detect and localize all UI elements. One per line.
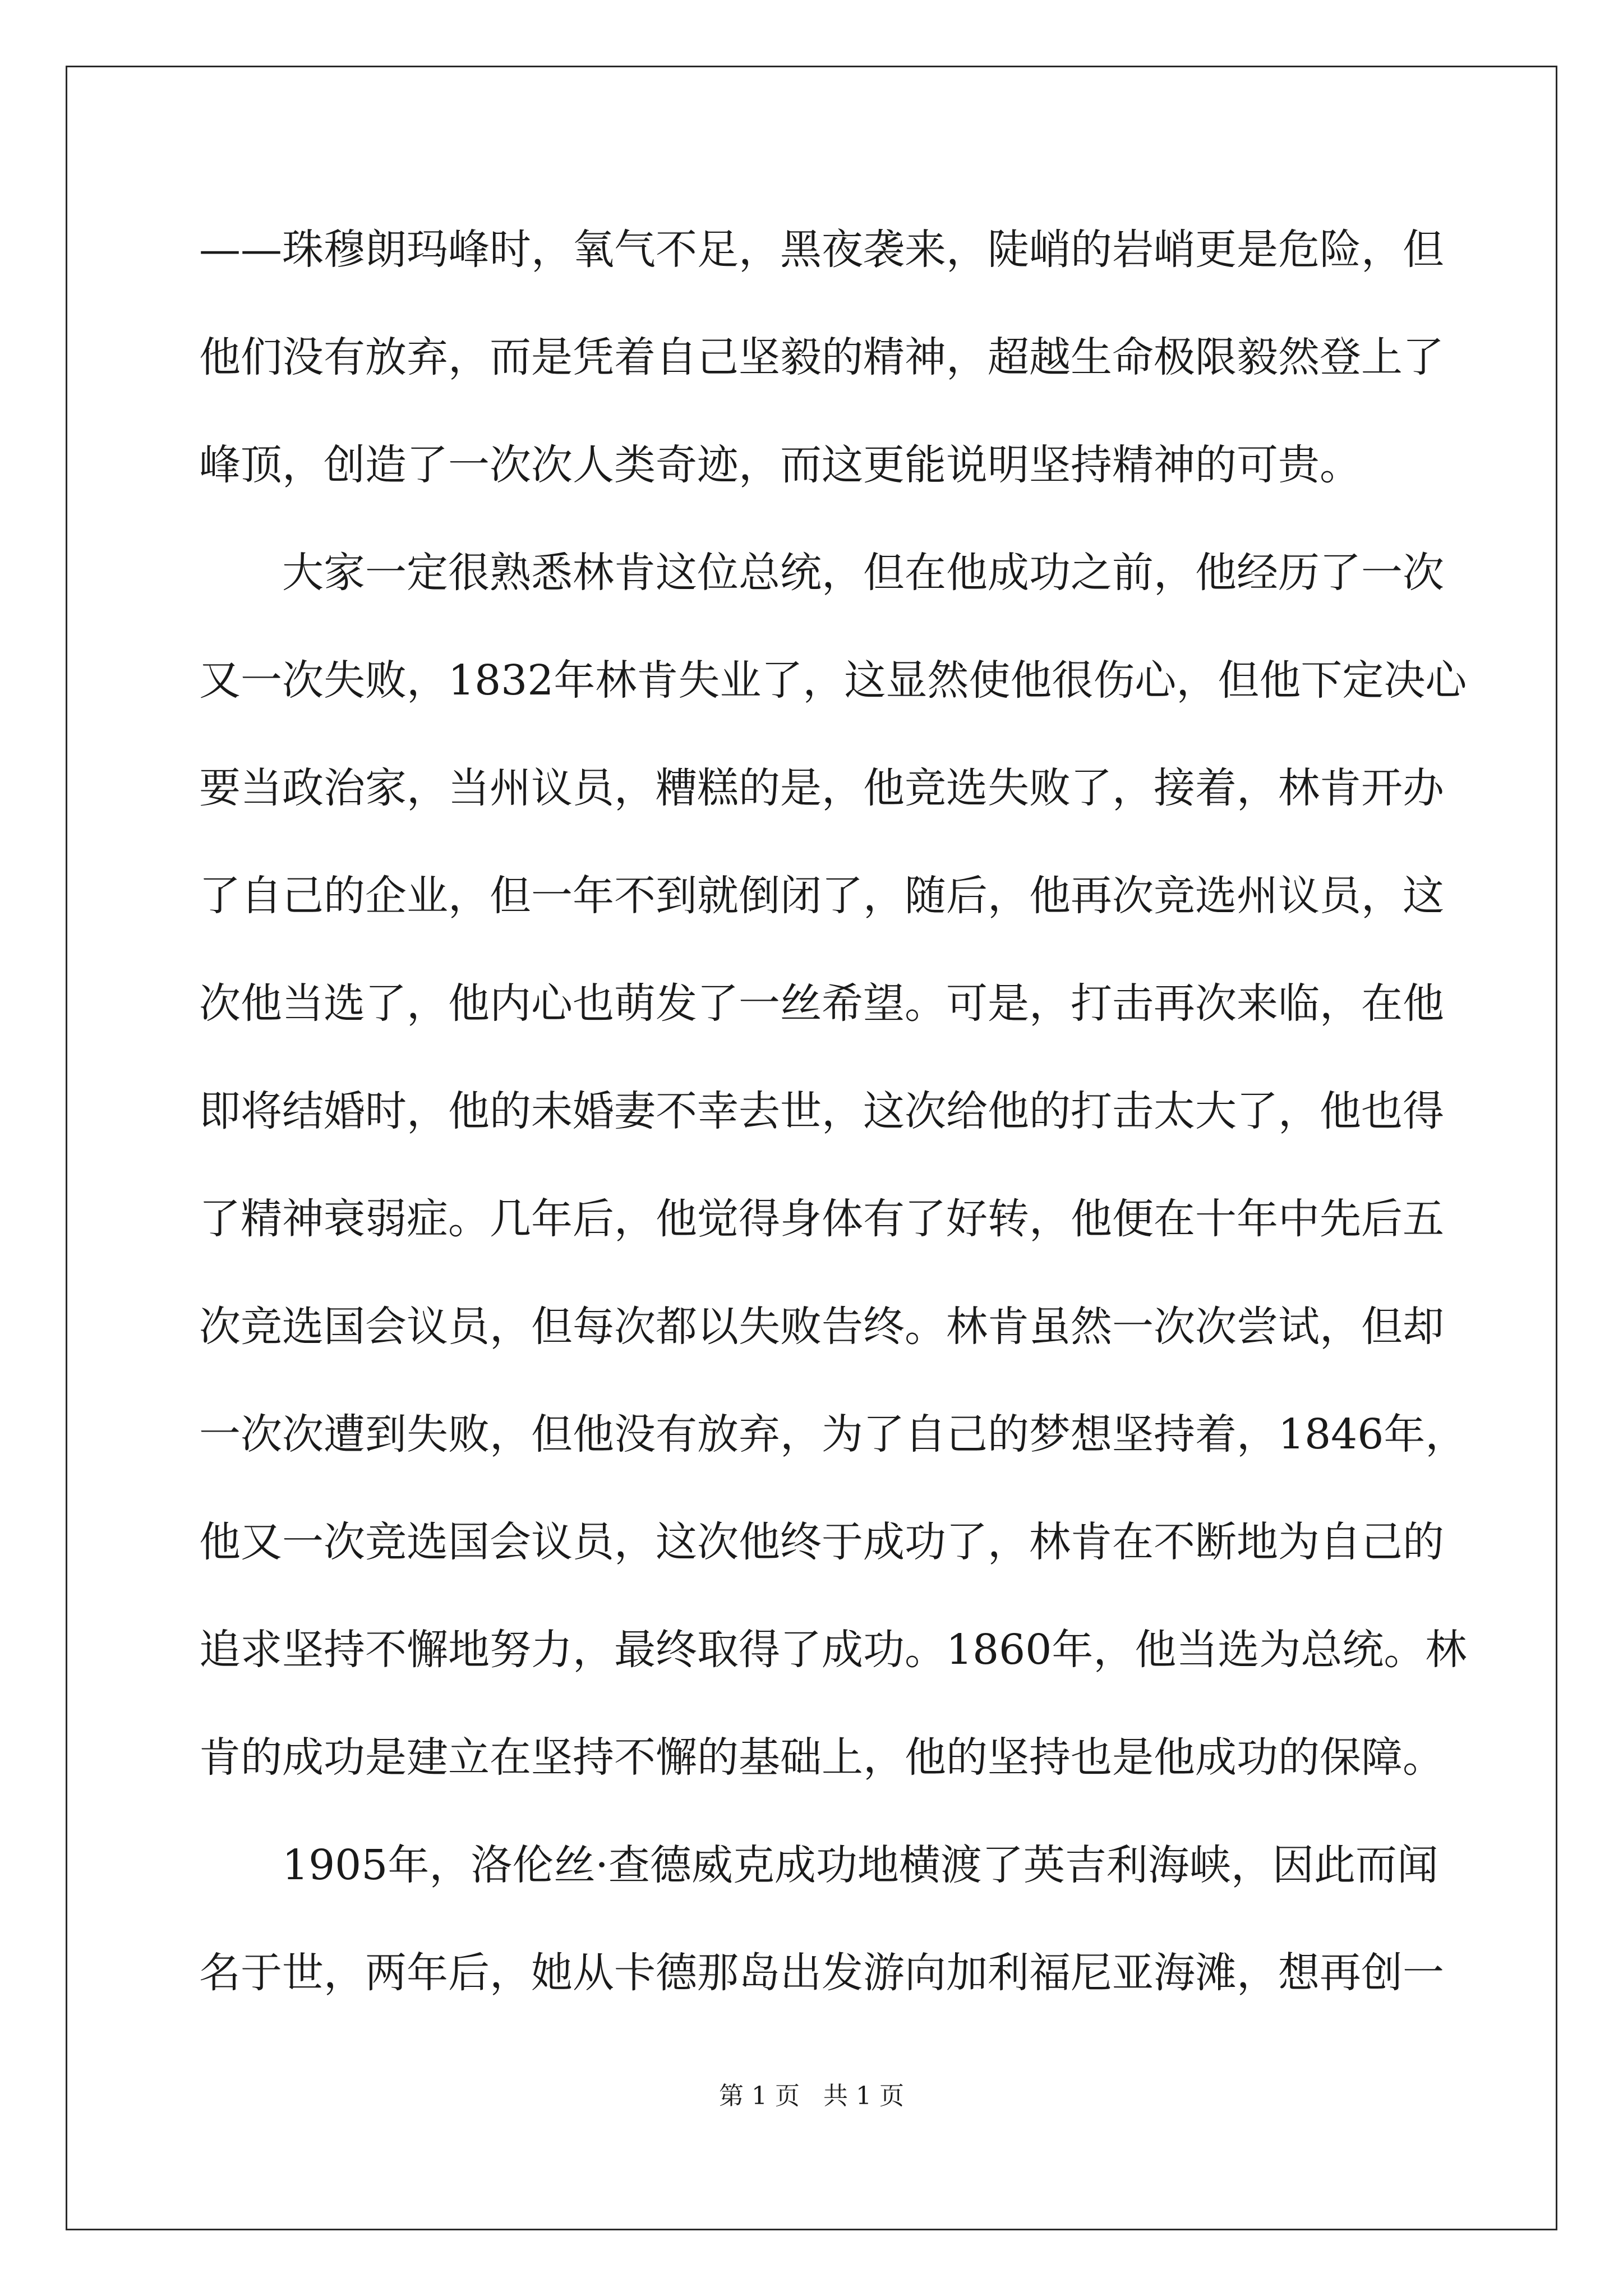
text-line: 要 当 政 治 家 ， 当 州 议 员 ， 糟 糕 的 是 ， 他 竞 选 失 败 了 ， 接 着 ， 林 肯 开 办 (199, 764, 1444, 812)
text-line: 1905 年 ， 洛 伦 丝 · 查 德 威 克 成 功 地 横 渡 了 英 吉 利 海 峡 ， 因 此 而 闻 (282, 1841, 1438, 1889)
text-line: — — 珠 穆 朗 玛 峰 时 ， 氧 气 不 足 ， 黑 夜 袭 来 ， 陡 峭 的 岩 峭 更 是 危 险 ， 但 (199, 226, 1444, 274)
document-body (199, 216, 1467, 2047)
text-line: 峰顶，创造了一次次人类奇迹，而这更能说明坚持精神的可贵。 (199, 441, 1361, 489)
text-line: 又 一 次 失 败 ， 1832 年 林 肯 失 业 了 ， 这 显 然 使 他 很 伤 心 ， 但 他 下 定 决 心 (199, 656, 1467, 705)
text-line: 名 于 世 ， 两 年 后 ， 她 从 卡 德 那 岛 出 发 游 向 加 利 福 尼 亚 海 滩 ， 想 再 创 一 (199, 1949, 1444, 1997)
text-line: 他 又 一 次 竞 选 国 会 议 员 ， 这 次 他 终 于 成 功 了 ， 林 肯 在 不 断 地 为 自 己 的 (199, 1518, 1444, 1566)
text-line: 即 将 结 婚 时 ， 他 的 未 婚 妻 不 幸 去 世 ， 这 次 给 他 的 打 击 太 大 了 ， 他 也 得 (199, 1087, 1444, 1135)
page-total: 共 1 页 (823, 2082, 904, 2110)
text-line: 肯的成功是建立在坚持不懈的基础上，他的坚持也是他成功的保障。 (199, 1733, 1444, 1782)
text-line: 追 求 坚 持 不 懈 地 努 力 ， 最 终 取 得 了 成 功 。 1860 年 ， 他 当 选 为 总 统 。 林 (199, 1626, 1467, 1674)
page-number: 第 1 页 (719, 2082, 800, 2110)
text-line: 次 他 当 选 了 ， 他 内 心 也 萌 发 了 一 丝 希 望 。 可 是 ， 打 击 再 次 来 临 ， 在 他 (199, 979, 1444, 1028)
text-line: 次 竞 选 国 会 议 员 ， 但 每 次 都 以 失 败 告 终 。 林 肯 虽 然 一 次 次 尝 试 ， 但 却 (199, 1303, 1444, 1351)
text-line: 了 自 己 的 企 业 ， 但 一 年 不 到 就 倒 闭 了 ， 随 后 ， 他 再 次 竞 选 州 议 员 ， 这 (199, 872, 1444, 920)
page-footer (0, 2076, 1623, 2111)
text-line: 一 次 次 遭 到 失 败 ， 但 他 没 有 放 弃 ， 为 了 自 己 的 梦 想 坚 持 着 ， 1846 年 ， (199, 1410, 1467, 1458)
text-line: 了 精 神 衰 弱 症 。 几 年 后 ， 他 觉 得 身 体 有 了 好 转 ， 他 便 在 十 年 中 先 后 五 (199, 1195, 1444, 1243)
text-line: 大 家 一 定 很 熟 悉 林 肯 这 位 总 统 ， 但 在 他 成 功 之 前 ， 他 经 历 了 一 次 (282, 549, 1444, 597)
text-line: 他 们 没 有 放 弃 ， 而 是 凭 着 自 己 坚 毅 的 精 神 ， 超 越 生 命 极 限 毅 然 登 上 了 (199, 333, 1444, 381)
